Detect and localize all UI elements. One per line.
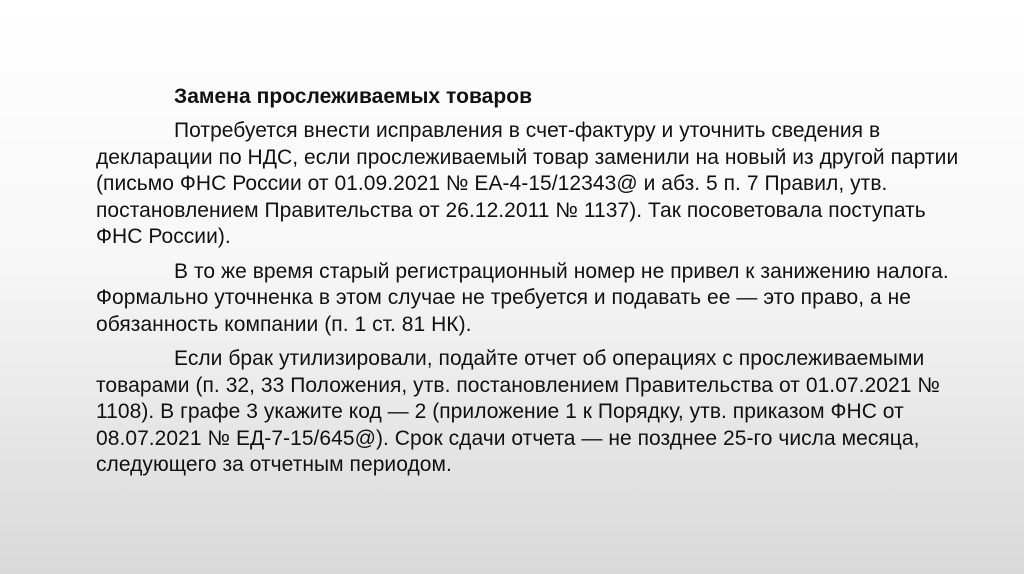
slide-title: Замена прослеживаемых товаров — [174, 85, 533, 108]
paragraph-registration-number: В то же время старый регистрационный номер не привел к занижению налога. Формально уточненка в этом случае не требуется и подавать ее — это право, а не обязанность компании (п. 1 ст. 81 НК). — [96, 259, 949, 336]
slide-content — [96, 84, 976, 487]
paragraph-disposal-report: Если брак утилизировали, подайте отчет об операциях с прослеживаемыми товарами (п. 32, 33 Положения, утв. постановлением Правительства от 01.07.2021 № 1108). В графе 3 укажите код — 2 (приложение 1 к Порядку, утв. приказом ФНС от 08.07.2021 № ЕД-7-15/645@). Срок сдачи отчета — не позднее 25-го числа месяца, следующего за отчетным периодом. — [96, 347, 940, 476]
paragraph-correction: Потребуется внести исправления в счет-фактуру и уточнить сведения в декларации по НДС, если прослеживаемый товар заменили на новый из другой партии (письмо ФНС России от 01.09.2021 № ЕА-4-15/12343@ и абз. 5 п. 7 Правил, утв. постановлением Правительства от 26.12.2011 № 1137). Так посоветовала поступать ФНС России). — [96, 119, 959, 248]
